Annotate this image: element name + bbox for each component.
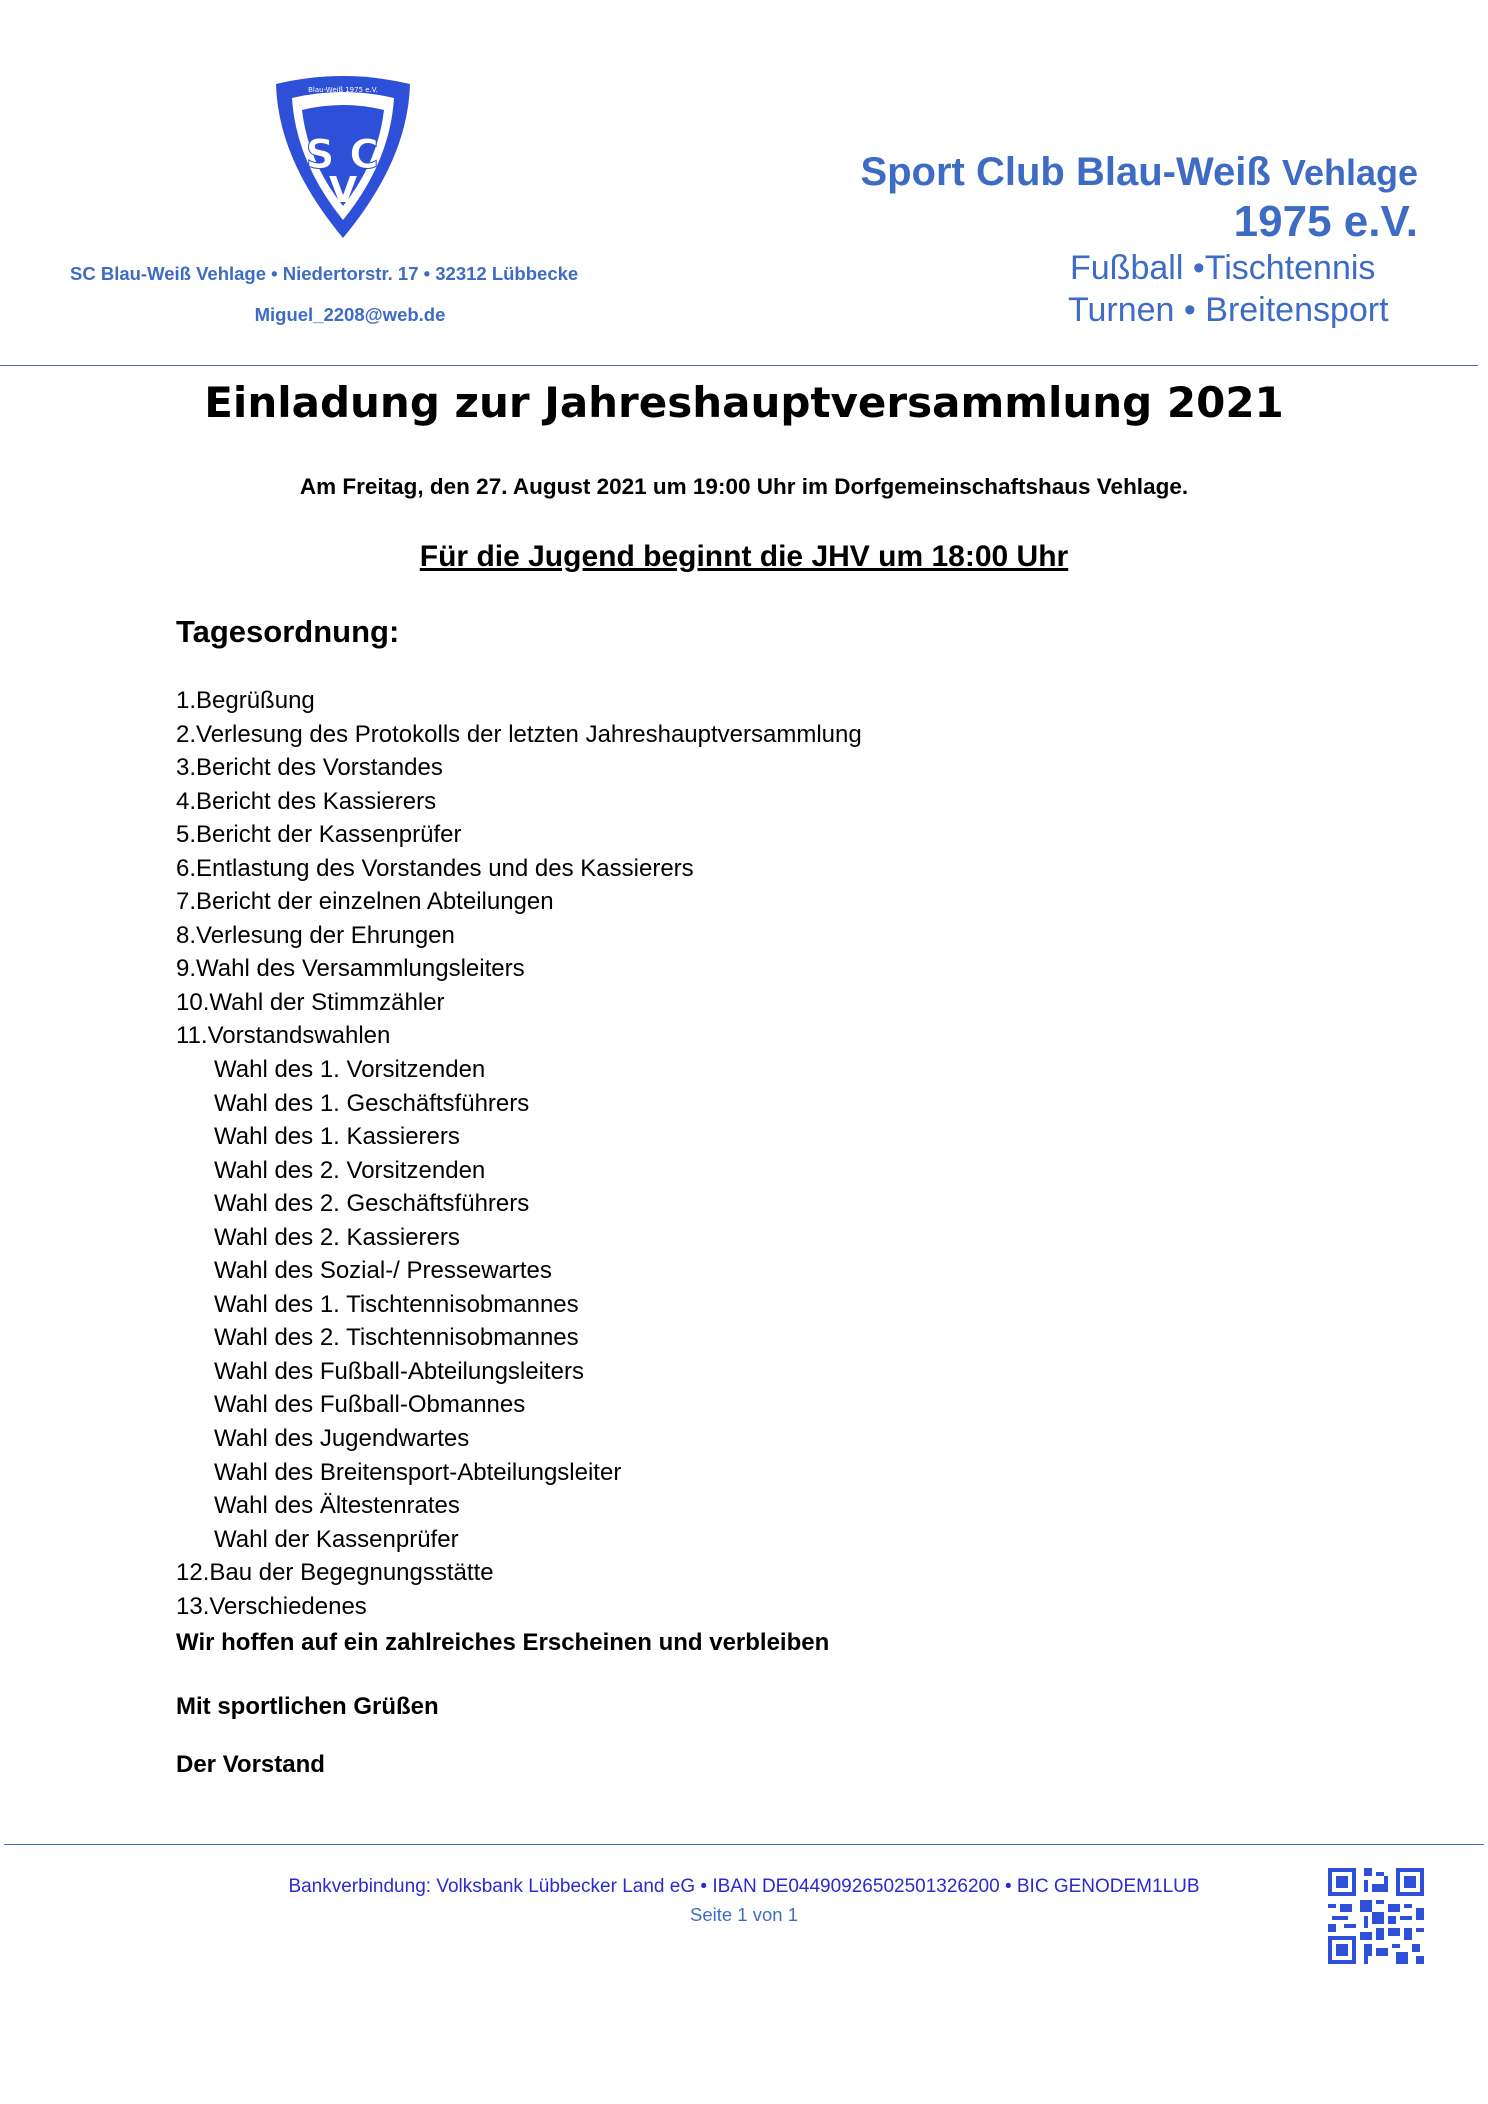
agenda-item: 13.Verschiedenes	[176, 1592, 367, 1620]
agenda-item: 11.Vorstandswahlen	[176, 1022, 391, 1050]
agenda-subitem: Wahl des Fußball-Abteilungsleiters	[214, 1357, 584, 1385]
agenda-item: 3.Bericht des Vorstandes	[176, 754, 443, 782]
agenda-item: 6.Entlastung des Vorstandes und des Kassierers	[176, 854, 694, 882]
club-sports-line-2: Turnen • Breitensport	[1068, 291, 1389, 329]
agenda-subitem: Wahl der Kassenprüfer	[214, 1525, 459, 1553]
agenda-item: 7.Bericht der einzelnen Abteilungen	[176, 888, 554, 916]
agenda-item: 12.Bau der Begegnungsstätte	[176, 1559, 494, 1587]
document-title: Einladung zur Jahreshauptversammlung 2021	[204, 378, 1284, 427]
club-sports-line-1: Fußball •Tischtennis	[1070, 249, 1376, 287]
svg-text:Blau-Weiß 1975 e.V.: Blau-Weiß 1975 e.V.	[308, 86, 378, 94]
agenda-subitem: Wahl des 2. Tischtennisobmannes	[214, 1324, 579, 1352]
agenda-subitem: Wahl des 1. Geschäftsführers	[214, 1089, 530, 1117]
closing-line: Wir hoffen auf ein zahlreiches Erscheinen und verbleiben	[176, 1629, 830, 1656]
club-logo	[258, 70, 428, 240]
agenda-item: 4.Bericht des Kassierers	[176, 787, 437, 815]
club-email[interactable]: Miguel_2208@web.de	[254, 304, 446, 325]
qr-code-graphic	[1328, 1868, 1424, 1964]
svg-text:S: S	[305, 132, 335, 178]
club-founding-year: 1975 e.V.	[1233, 197, 1418, 246]
agenda-subitem: Wahl des 2. Kassierers	[214, 1223, 460, 1251]
agenda-subitem: Wahl des Breitensport-Abteilungsleiter	[214, 1458, 622, 1486]
agenda-subitem: Wahl des 1. Tischtennisobmannes	[214, 1290, 579, 1318]
agenda-subitem: Wahl des 2. Vorsitzenden	[214, 1156, 486, 1184]
agenda-item: 1.Begrüßung	[176, 687, 315, 714]
agenda-subitem: Wahl des 2. Geschäftsführers	[214, 1190, 530, 1218]
club-name-place: Vehlage	[1281, 152, 1418, 193]
bank-details: Bankverbindung: Volksbank Lübbecker Land eG • IBAN DE04490926502501326200 • BIC GENODEM1LUB	[288, 1876, 1200, 1897]
header-divider	[0, 365, 1478, 366]
greeting: Mit sportlichen Grüßen	[176, 1693, 439, 1720]
agenda-subitem: Wahl des Sozial-/ Pressewartes	[214, 1257, 552, 1285]
agenda-subitem: Wahl des Fußball-Obmannes	[214, 1391, 526, 1419]
agenda-item: 2.Verlesung des Protokolls der letzten Jahreshauptversammlung	[176, 720, 862, 748]
agenda-item: 9.Wahl des Versammlungsleiters	[176, 955, 525, 983]
qr-code-icon	[1328, 1868, 1424, 1964]
agenda-item: 10.Wahl der Stimmzähler	[176, 988, 445, 1016]
agenda-subitem: Wahl des 1. Vorsitzenden	[214, 1056, 486, 1084]
agenda-subitem: Wahl des Jugendwartes	[214, 1425, 470, 1453]
youth-start-line: Für die Jugend beginnt die JHV um 18:00 Uhr	[419, 540, 1069, 573]
svg-text:C: C	[349, 132, 379, 178]
club-address: SC Blau-Weiß Vehlage • Niedertorstr. 17 • 32312 Lübbecke	[70, 263, 579, 284]
footer-divider	[4, 1844, 1484, 1845]
club-shield-icon	[258, 70, 428, 240]
agenda-item: 5.Bericht der Kassenprüfer	[176, 821, 462, 849]
agenda-heading: Tagesordnung:	[176, 614, 400, 649]
club-name-main: Sport Club Blau-Weiß	[860, 150, 1271, 194]
club-name	[860, 148, 1418, 197]
page-number: Seite 1 von 1	[690, 1904, 798, 1925]
event-date-line: Am Freitag, den 27. August 2021 um 19:00 Uhr im Dorfgemeinschaftshaus Vehlage.	[299, 474, 1189, 499]
agenda-item: 8.Verlesung der Ehrungen	[176, 921, 455, 949]
svg-text:V: V	[329, 170, 357, 211]
signature: Der Vorstand	[176, 1751, 325, 1778]
agenda-subitem: Wahl des 1. Kassierers	[214, 1123, 460, 1151]
agenda-subitem: Wahl des Ältestenrates	[214, 1492, 460, 1520]
agenda-list	[176, 684, 862, 1623]
